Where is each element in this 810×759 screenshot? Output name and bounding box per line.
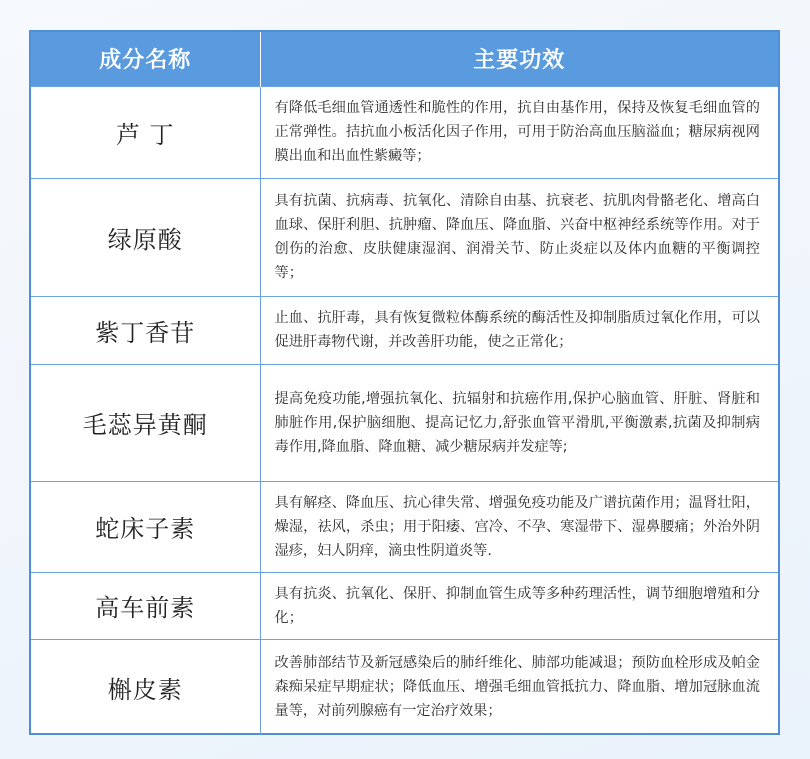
ingredient-effect: 改善肺部结节及新冠感染后的肺纤维化、肺部功能减退；预防血栓形成及帕金森痴呆症早期症状；降低血压、增强毛细血管抵抗力、降血脂、增加冠脉血流量等，对前列腺癌有一定治疗效果； <box>260 639 778 735</box>
table-row <box>31 481 778 572</box>
ingredient-effect: 具有抗菌、抗病毒、抗氧化、清除自由基、抗衰老、抗肌肉骨骼老化、增高白血球、保肝利胆、抗肿瘤、降血压、降血脂、兴奋中枢神经系统等作用。对于创伤的治愈、皮肤健康湿润、润滑关节、防止炎症以及体内血糖的平衡调控等； <box>260 178 778 296</box>
table-row <box>31 296 778 364</box>
ingredient-effect: 具有解痉、降血压、抗心律失常、增强免疫功能及广谱抗菌作用；温肾壮阳，燥湿，祛风，杀虫；用于阳痿、宫冷、不孕、寒湿带下、湿鼻腰痛；外治外阴湿疹，妇人阴痒，滴虫性阴道炎等. <box>260 481 778 572</box>
ingredient-effect: 具有抗炎、抗氧化、保肝、抑制血管生成等多种药理活性，调节细胞增殖和分化； <box>260 572 778 639</box>
table-row <box>31 572 778 639</box>
table-row <box>31 86 778 178</box>
ingredient-name: 槲皮素 <box>31 639 260 735</box>
ingredient-table <box>29 30 780 735</box>
table-header-row <box>31 32 778 86</box>
ingredient-name: 毛蕊异黄酮 <box>31 364 260 481</box>
table-row <box>31 639 778 735</box>
ingredient-name: 绿原酸 <box>31 178 260 296</box>
ingredient-name: 高车前素 <box>31 572 260 639</box>
ingredient-effect: 止血、抗肝毒，具有恢复微粒体酶系统的酶活性及抑制脂质过氧化作用，可以促进肝毒物代谢，并改善肝功能，使之正常化； <box>260 296 778 364</box>
ingredient-name: 蛇床子素 <box>31 481 260 572</box>
ingredient-name: 紫丁香苷 <box>31 296 260 364</box>
table-row <box>31 364 778 481</box>
column-header-effect: 主要功效 <box>260 32 778 86</box>
table-row <box>31 178 778 296</box>
ingredient-effect-table <box>31 32 778 735</box>
ingredient-effect: 有降低毛细血管通透性和脆性的作用，抗自由基作用，保持及恢复毛细血管的正常弹性。拮抗血小板活化因子作用，可用于防治高血压脑溢血；糖尿病视网膜出血和出血性紫癜等； <box>260 86 778 178</box>
ingredient-effect: 提高免疫功能,增强抗氧化、抗辐射和抗癌作用,保护心脑血管、肝脏、肾脏和肺脏作用,保护脑细胞、提高记忆力,舒张血管平滑肌,平衡激素,抗菌及抑制病毒作用,降血脂、降血糖、减少糖尿病并发症等; <box>260 364 778 481</box>
column-header-name: 成分名称 <box>31 32 260 86</box>
ingredient-name: 芦 丁 <box>31 86 260 178</box>
